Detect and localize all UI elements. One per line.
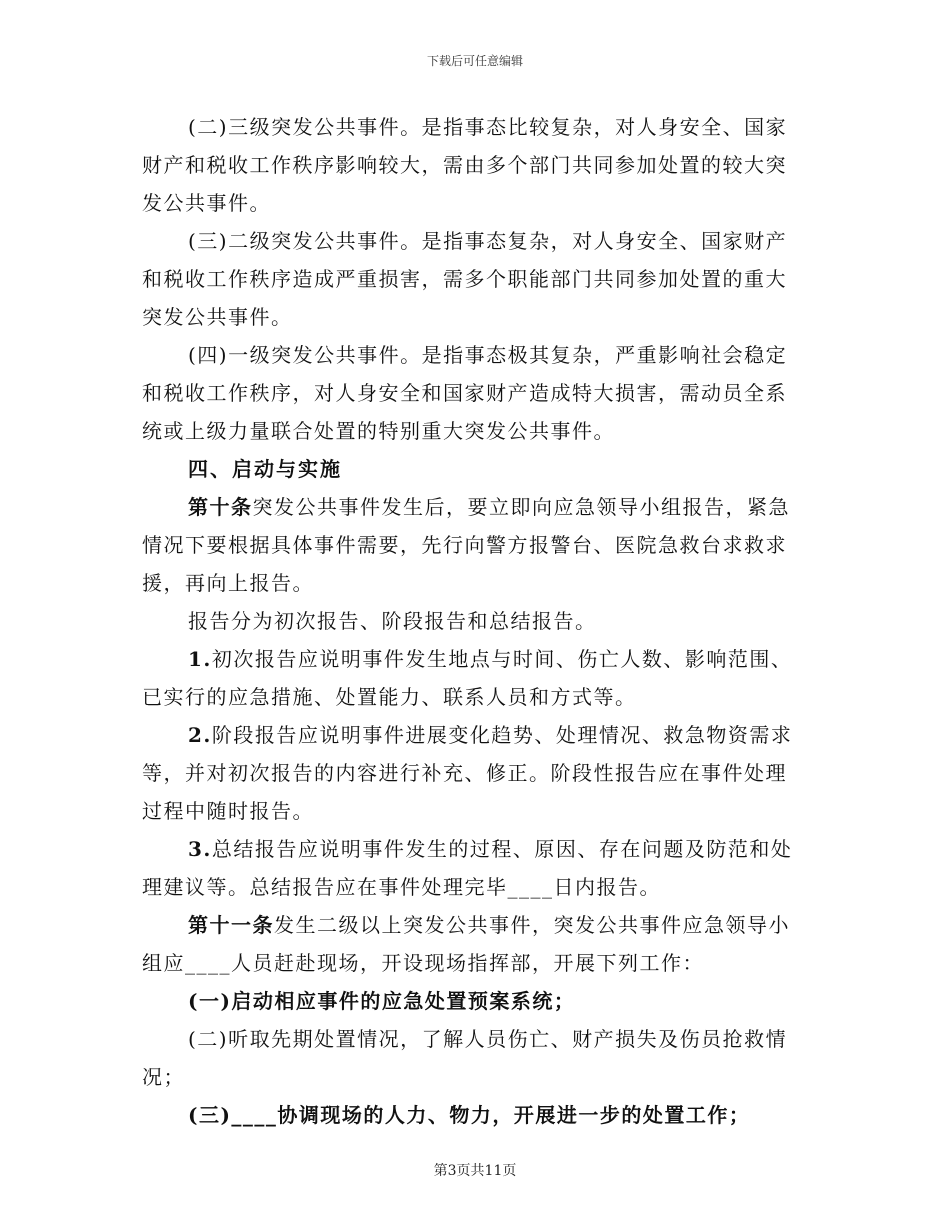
section-heading: 四、启动与实施 — [188, 457, 342, 481]
paragraph-level1: (四)一级突发公共事件。是指事态极其复杂，严重影响社会稳定和税收工作秩序，对人身安全和国家财产造成特大损害，需动员全系统或上级力量联合处置的特别重大突发公共事件。 — [142, 343, 788, 443]
article-11: 第十一条发生二级以上突发公共事件，突发公共事件应急领导小组应____人员赶赴现场，开设现场指挥部，开展下列工作： — [142, 913, 790, 975]
page-content — [142, 108, 806, 1134]
page-header: 下载后可任意编辑 — [426, 54, 523, 68]
task-1: (一)启动相应事件的应急处置预案系统； — [188, 989, 576, 1013]
paragraph-level3: (二)三级突发公共事件。是指事态比较复杂，对人身安全、国家财产和税收工作秩序影响较大，需由多个部门共同参加处置的较大突发公共事件。 — [142, 115, 788, 215]
article-10: 第十条突发公共事件发生后，要立即向应急领导小组报告，紧急情况下要根据具体事件需要，先行向警方报警台、医院急救台求救求援，再向上报告。 — [142, 495, 790, 595]
item-number-2: 2. — [188, 723, 212, 747]
report-initial: 1.初次报告应说明事件发生地点与时间、伤亡人数、影响范围、已实行的应急措施、处置能力、联系人员和方式等。 — [142, 647, 793, 709]
report-summary: 3.总结报告应说明事件发生的过程、原因、存在问题及防范和处理建议等。总结报告应在事件处理完毕____日内报告。 — [142, 837, 793, 899]
report-types: 报告分为初次报告、阶段报告和总结报告。 — [188, 609, 597, 633]
article-10-label: 第十条 — [188, 495, 253, 519]
article-11-label: 第十一条 — [188, 913, 274, 937]
task-3: (三)____协调现场的人力、物力，开展进一步的处置工作； — [188, 1103, 751, 1127]
report-stage: 2.阶段报告应说明事件进展变化趋势、处理情况、救急物资需求等，并对初次报告的内容进行补充、修正。阶段性报告应在事件处理过程中随时报告。 — [142, 723, 793, 823]
item-number-1: 1. — [188, 647, 212, 671]
item-number-3: 3. — [188, 837, 212, 861]
page-footer: 第3页共11页 — [433, 1163, 517, 1179]
task-2: (二)听取先期处置情况，了解人员伤亡、财产损失及伤员抢救情况； — [142, 1027, 788, 1089]
paragraph-level2: (三)二级突发公共事件。是指事态复杂，对人身安全、国家财产和税收工作秩序造成严重损害，需多个职能部门共同参加处置的重大突发公共事件。 — [142, 229, 788, 329]
